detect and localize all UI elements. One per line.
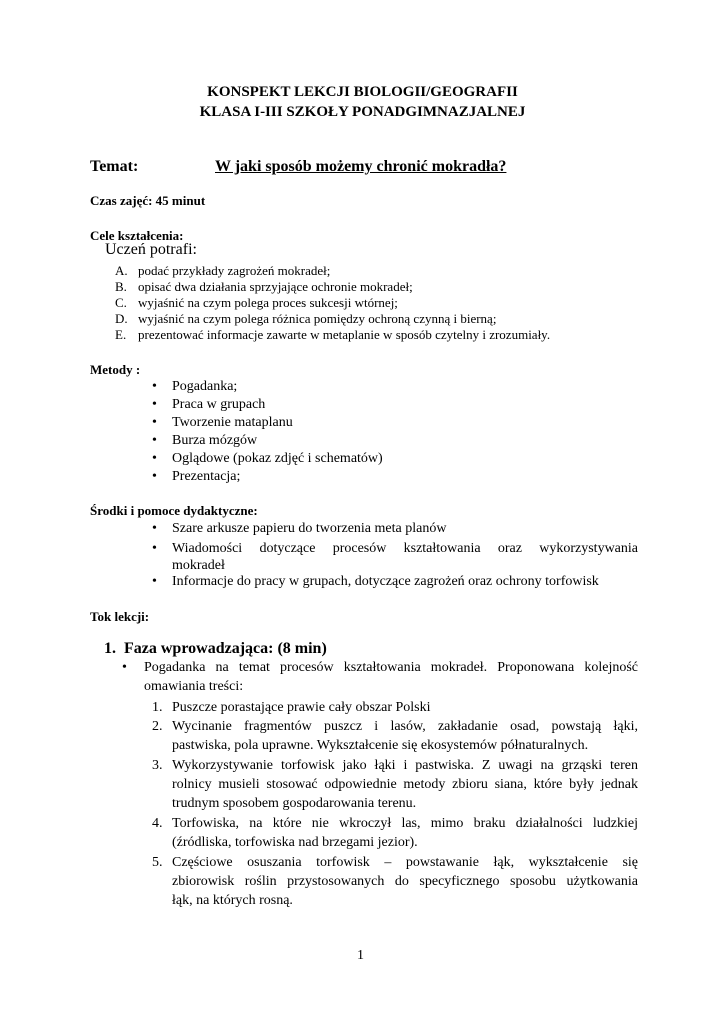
goals-heading: Cele kształcenia:	[90, 228, 184, 243]
phase-bullet	[144, 660, 638, 676]
point-line: łąk, na których rosną.	[172, 893, 293, 908]
topic-label: Temat:	[90, 158, 139, 175]
method-item: Praca w grupach	[172, 397, 266, 412]
point-number: 4.	[152, 816, 163, 831]
point-line: rolnicy musieli stosować odpowiednie metody zbioru siana, które były jednak	[172, 777, 638, 792]
resource-item	[172, 541, 638, 557]
bullet-icon: •	[152, 574, 157, 589]
point-text	[172, 719, 638, 735]
method-item: Oglądowe (pokaz zdjęć i schematów)	[172, 451, 383, 466]
page-number: 1	[357, 948, 364, 963]
document-title-line1: KONSPEKT LEKCJI BIOLOGII/GEOGRAFII	[207, 84, 518, 100]
bullet-icon: •	[122, 660, 127, 675]
point-line: zbiorowisk roślin przystosowanych do specyficznego sposobu użytkowania	[172, 874, 638, 889]
phase-bullet-continuation: omawiania treści:	[144, 679, 244, 694]
resource-item: Informacje do pracy w grupach, dotyczące zagrożeń oraz ochrony torfowisk	[172, 574, 599, 589]
point-line: Puszcze porastające prawie cały obszar Polski	[172, 700, 431, 715]
bullet-icon: •	[152, 521, 157, 536]
method-item: Tworzenie mataplanu	[172, 415, 293, 430]
goal-text: wyjaśnić na czym polega różnica pomiędzy ochroną czynną i bierną;	[138, 311, 497, 326]
bullet-icon: •	[152, 541, 157, 556]
bullet-icon: •	[152, 379, 157, 394]
phase-title: Faza wprowadzająca: (8 min)	[124, 640, 327, 657]
resource-item-continuation: mokradeł	[172, 558, 225, 573]
point-text	[172, 855, 638, 871]
bullet-icon: •	[152, 433, 157, 448]
point-text	[172, 874, 638, 890]
bullet-icon: •	[152, 469, 157, 484]
point-line: pastwiska, pola uprawne. Wykształcenie się ekosystemów półnaturalnych.	[172, 738, 589, 753]
method-item: Pogadanka;	[172, 379, 238, 394]
point-line: Wykorzystywanie torfowisk jako łąki i pastwiska. Z uwagi na grząski teren	[172, 758, 638, 773]
goal-marker: C.	[115, 295, 127, 310]
duration: Czas zajęć: 45 minut	[90, 193, 206, 208]
resource-item-line: Wiadomości dotyczące procesów kształtowania oraz wykorzystywania	[172, 541, 638, 556]
goal-marker: E.	[115, 327, 127, 342]
goal-marker: A.	[115, 263, 128, 278]
point-number: 1.	[152, 700, 163, 715]
resources-heading: Środki i pomoce dydaktyczne:	[90, 503, 258, 518]
point-line: (źródliska, torfowiska nad brzegami jezior).	[172, 835, 418, 850]
point-text	[172, 777, 638, 793]
method-item: Prezentacja;	[172, 469, 241, 484]
bullet-icon: •	[152, 397, 157, 412]
document-title-line2: KLASA I-III SZKOŁY PONADGIMNAZJALNEJ	[199, 104, 526, 120]
goal-text: wyjaśnić na czym polega proces sukcesji wtórnej;	[138, 295, 398, 310]
methods-heading: Metody :	[90, 362, 141, 377]
point-text	[172, 816, 638, 832]
point-number: 2.	[152, 719, 163, 734]
point-text	[172, 758, 638, 774]
goal-text: prezentować informacje zawarte w metaplanie w sposób czytelny i zrozumiały.	[138, 327, 551, 342]
point-line: trudnym sposobem gospodarowania terenu.	[172, 796, 417, 811]
phase-bullet-line: Pogadanka na temat procesów kształtowania mokradeł. Proponowana kolejność	[144, 660, 638, 675]
bullet-icon: •	[152, 415, 157, 430]
goal-marker: D.	[115, 311, 128, 326]
goals-intro: Uczeń potrafi:	[105, 241, 197, 258]
lesson-flow-heading: Tok lekcji:	[90, 609, 150, 624]
phase-number: 1.	[104, 640, 116, 657]
method-item: Burza mózgów	[172, 433, 258, 448]
point-number: 5.	[152, 855, 163, 870]
point-line: Częściowe osuszania torfowisk – powstawanie łąk, wykształcenie się	[172, 855, 638, 870]
bullet-icon: •	[152, 451, 157, 466]
goal-text: podać przykłady zagrożeń mokradeł;	[138, 263, 331, 278]
topic-value: W jaki sposób możemy chronić mokradła?	[215, 158, 507, 175]
resource-item: Szare arkusze papieru do tworzenia meta planów	[172, 521, 447, 536]
point-number: 3.	[152, 758, 163, 773]
point-line: Wycinanie fragmentów puszcz i lasów, zakładanie osad, powstają łąki,	[172, 719, 638, 734]
goal-marker: B.	[115, 279, 127, 294]
point-line: Torfowiska, na które nie wkroczył las, mimo braku działalności ludzkiej	[172, 816, 638, 831]
goal-text: opisać dwa działania sprzyjające ochronie mokradeł;	[138, 279, 413, 294]
